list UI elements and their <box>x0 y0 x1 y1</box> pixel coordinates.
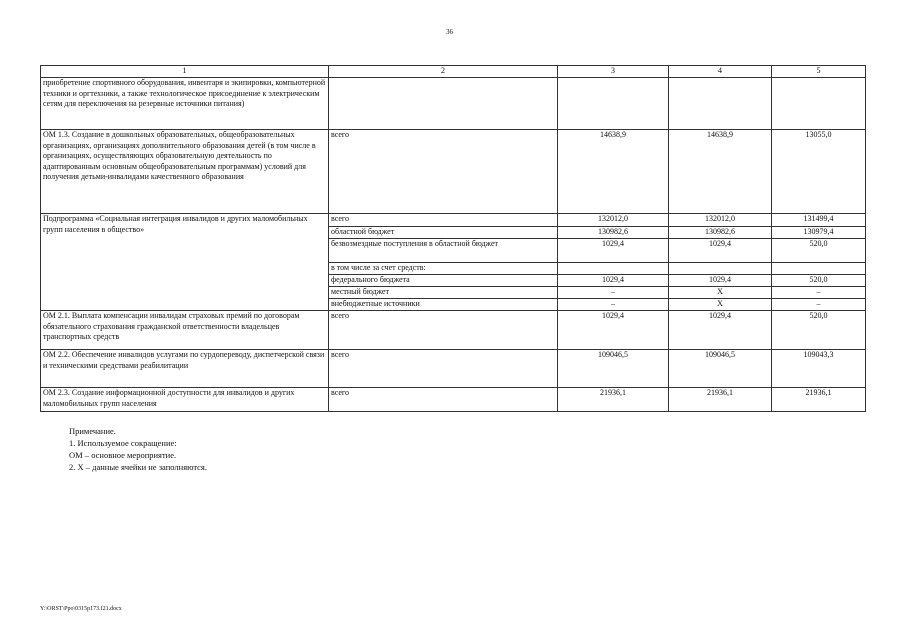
row-source: областной бюджет <box>329 227 558 239</box>
row-value-col4: 14638,9 <box>669 130 772 214</box>
header-col-4: 4 <box>669 66 772 78</box>
row-source: всего <box>329 214 558 227</box>
row-description: приобретение спортивного оборудования, инвентаря и экипировки, компьютерной техники и оргтехники, а также технологическое присоединение к электрическим сетям для переключения на резервные источники питания) <box>41 78 329 130</box>
notes-title: Примечание. <box>69 426 116 436</box>
row-value-col3: 132012,0 <box>558 214 669 227</box>
row-value-col5: 520,0 <box>772 239 866 263</box>
row-source: внебюджетные источники <box>329 299 558 311</box>
row-value-col5: 520,0 <box>772 311 866 350</box>
row-value-col5: 520,0 <box>772 275 866 287</box>
row-value-col3 <box>558 263 669 275</box>
row-value-col3: 109046,5 <box>558 350 669 388</box>
row-value-col5: 109043,3 <box>772 350 866 388</box>
row-value-col4: 1029,4 <box>669 275 772 287</box>
row-source: всего <box>329 388 558 412</box>
row-value-col3 <box>558 78 669 130</box>
page-number: 36 <box>446 28 453 36</box>
table-row <box>41 130 866 214</box>
table-row <box>41 311 866 350</box>
table-row <box>41 78 866 130</box>
row-value-col3: 1029,4 <box>558 239 669 263</box>
row-value-col3: 130982,6 <box>558 227 669 239</box>
row-value-col4: 1029,4 <box>669 239 772 263</box>
row-value-col4: 21936,1 <box>669 388 772 412</box>
row-value-col3: – <box>558 299 669 311</box>
row-value-col4 <box>669 263 772 275</box>
row-value-col4: Х <box>669 287 772 299</box>
table-row <box>41 388 866 412</box>
row-value-col5: – <box>772 299 866 311</box>
row-value-col5: 130979,4 <box>772 227 866 239</box>
notes-section <box>69 425 207 473</box>
row-value-col4: Х <box>669 299 772 311</box>
row-source: в том числе за счет средств: <box>329 263 558 275</box>
row-description: ОМ 2.3. Создание информационной доступности для инвалидов и других маломобильных групп населения <box>41 388 329 412</box>
row-value-col4 <box>669 78 772 130</box>
row-value-col4: 109046,5 <box>669 350 772 388</box>
header-col-1: 1 <box>41 66 329 78</box>
row-source: местный бюджет <box>329 287 558 299</box>
table-row <box>41 214 866 227</box>
row-value-col5: 21936,1 <box>772 388 866 412</box>
header-col-2: 2 <box>329 66 558 78</box>
row-value-col3: – <box>558 287 669 299</box>
row-value-col3: 21936,1 <box>558 388 669 412</box>
row-value-col3: 1029,4 <box>558 275 669 287</box>
budget-table <box>40 65 866 412</box>
header-row <box>41 66 866 78</box>
row-value-col4: 1029,4 <box>669 311 772 350</box>
notes-line: ОМ – основное мероприятие. <box>69 450 177 460</box>
row-source: всего <box>329 311 558 350</box>
file-path-footer: Y:\ORST\Ppo\0315p173.f21.docx <box>40 606 122 612</box>
row-description: ОМ 2.1. Выплата компенсации инвалидам страховых премий по договорам обязательного страхования гражданской ответственности владельцев транспортных средств <box>41 311 329 350</box>
table-row <box>41 350 866 388</box>
row-value-col5 <box>772 78 866 130</box>
header-col-3: 3 <box>558 66 669 78</box>
row-value-col4: 130982,6 <box>669 227 772 239</box>
row-source <box>329 78 558 130</box>
notes-line: 2. Х – данные ячейки не заполняются. <box>69 462 207 472</box>
row-source: всего <box>329 350 558 388</box>
row-value-col5: – <box>772 287 866 299</box>
notes-line: 1. Используемое сокращение: <box>69 438 177 448</box>
header-col-5: 5 <box>772 66 866 78</box>
subprogram-description: Подпрограмма «Социальная интеграция инвалидов и других маломобильных групп населения в общество» <box>41 214 329 311</box>
row-value-col3: 14638,9 <box>558 130 669 214</box>
row-description: ОМ 1.3. Создание в дошкольных образовательных, общеобразовательных организациях, организациях дополнительного образования детей (в том числе в организациях, осуществляющих образовательную деятельность по адаптированным основным общеобразовательным программам) условий для получения детьми-инвалидами качественного образования <box>41 130 329 214</box>
row-value-col5 <box>772 263 866 275</box>
row-value-col4: 132012,0 <box>669 214 772 227</box>
row-value-col5: 131499,4 <box>772 214 866 227</box>
row-value-col5: 13055,0 <box>772 130 866 214</box>
row-source: безвозмездные поступления в областной бюджет <box>329 239 558 263</box>
row-source: федерального бюджета <box>329 275 558 287</box>
row-value-col3: 1029,4 <box>558 311 669 350</box>
row-source: всего <box>329 130 558 214</box>
row-description: ОМ 2.2. Обеспечение инвалидов услугами по сурдопереводу, диспетчерской связи и техническими средствами реабилитации <box>41 350 329 388</box>
